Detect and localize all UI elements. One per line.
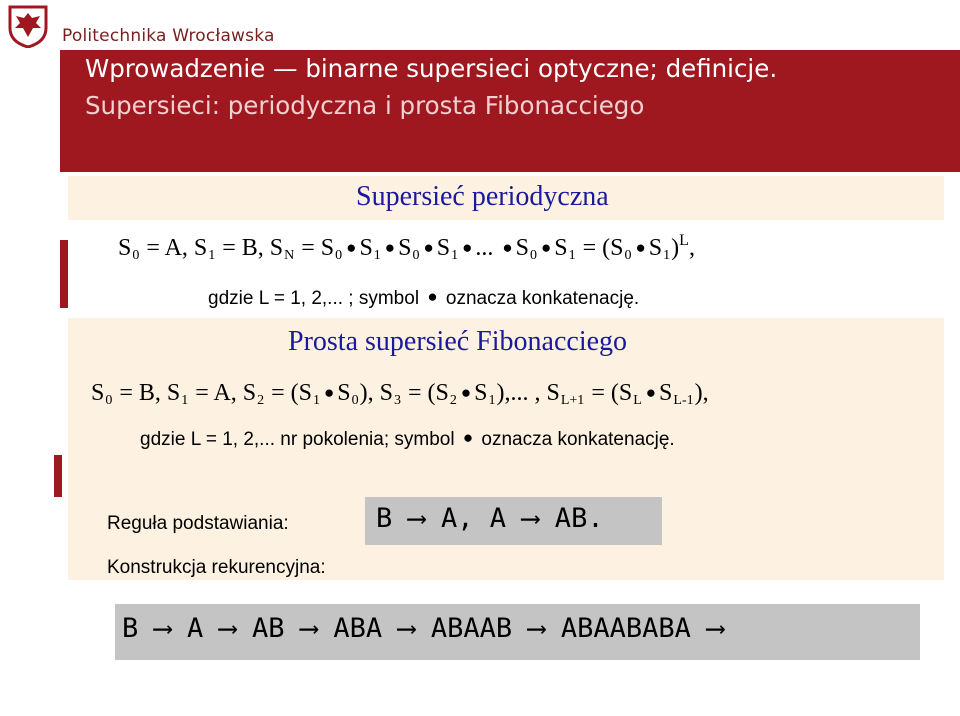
fibonacci-note: gdzie L = 1, 2,... nr pokolenia; symbol ● oznacza konkatenację.: [140, 428, 675, 450]
periodic-formula: $S_0 = A$, $S_1 = B$, $S_N = S_0$ ● $S_1$ ● $S_0$ ● $S_1$ ● ... ● $S_0$ ● $S_1 = (S_0$ ● $S_1)^L$,: [118, 232, 695, 263]
substitution-label: Reguła podstawiania:: [107, 513, 289, 534]
substitution-rule: B ⟶ A, A ⟶ AB.: [376, 503, 604, 534]
title-band: [60, 50, 960, 172]
eagle-crest-icon: [6, 4, 50, 48]
left-strip-2: [54, 455, 62, 497]
periodic-heading: Supersieć periodyczna: [356, 181, 609, 212]
header: [0, 0, 960, 50]
slide-subtitle: Supersieci: periodyczna i prosta Fibonacciego: [85, 91, 645, 120]
university-name: Politechnika Wrocławska: [62, 26, 275, 46]
concat-dot-icon: ●: [427, 287, 438, 306]
periodic-note: gdzie L = 1, 2,... ; symbol ● oznacza konkatenację.: [208, 287, 640, 309]
recursive-sequence: B ⟶ A ⟶ AB ⟶ ABA ⟶ ABAAB ⟶ ABAABABA ⟶: [122, 613, 724, 644]
recursive-label: Konstrukcja rekurencyjna:: [107, 557, 326, 578]
slide-title: Wprowadzenie — binarne supersieci optyczne; definicje.: [85, 54, 778, 83]
fibonacci-heading: Prosta supersieć Fibonacciego: [288, 326, 628, 357]
fibonacci-formula: $S_0 = B$, $S_1 = A$, $S_2 = (S_1$ ● $S_0$), $S_3 = (S_2$ ● $S_1$),... , $S_{L+1} = (S_L$ ● $S_{L-1}$),: [91, 380, 709, 408]
concat-dot-icon: ●: [462, 428, 474, 447]
left-strip-1: [60, 240, 68, 308]
